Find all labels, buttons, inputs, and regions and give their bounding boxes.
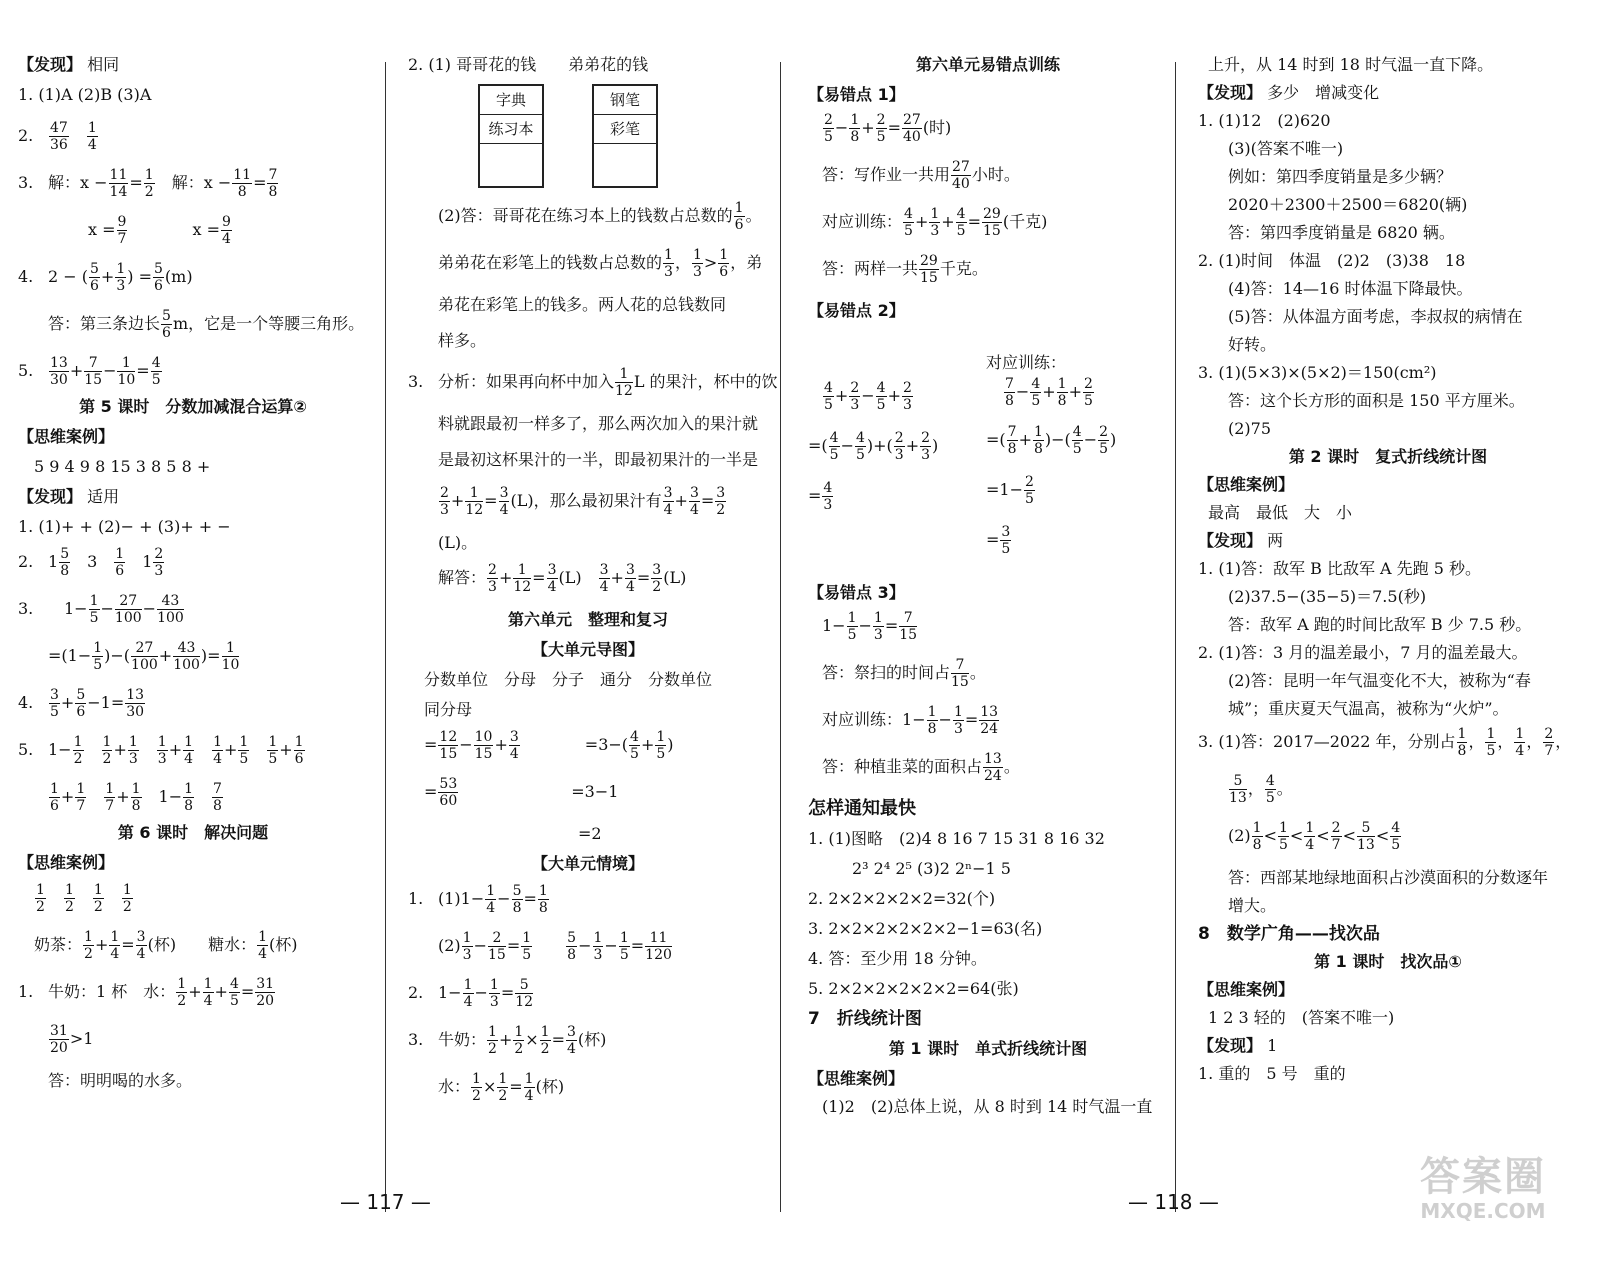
lesson-heading: 第 2 课时 复式折线统计图 [1288, 447, 1488, 466]
watermark-logo: 答案圈 MXQE.COM [1420, 1154, 1546, 1223]
section-tag: 【易错点 1】 [808, 85, 905, 104]
younger-brother-money-box: 钢笔 彩笔 [592, 84, 658, 188]
answer-line: $\frac{1}{6}$ + $\frac{1}{7}$ $\frac{1}{7}$ + $\frac{1}{8}$ 1− $\frac{1}{8}$ $\frac{7}{8}$ [50, 781, 222, 814]
answer-line: 2. (1)时间 体温 (2)2 (3)38 18 [1198, 251, 1466, 270]
answer-line: 5. 2×2×2×2×2×2=64(张) [808, 979, 1019, 998]
answer-line: 答：两样一共 $\frac{29}{15}$ 千克。 [822, 253, 988, 286]
answer-line: (2)答：哥哥花在练习本上的钱数占总数的 $\frac{1}{6}$ 。 [438, 200, 762, 233]
answer-line: 1. 重的 5 号 重的 [1198, 1064, 1346, 1083]
answer-line: 5 9 4 9 8 15 3 8 5 8 + [34, 457, 211, 476]
answer-line: 5. 1− $\frac{1}{2}$ $\frac{1}{2}$ + $\frac{1}{3}$ $\frac{1}{3}$ + $\frac{1}{4}$ $\frac{1}{4}$ + $\frac{1}{5}$ $\frac{1}{5}$ + $\frac{1}{6}$ [18, 734, 304, 767]
answer-line: 2³ 2⁴ 2⁵ (3)2 2ⁿ−1 5 [852, 859, 1011, 878]
answer-line: 1. (1)答：敌军 B 比敌军 A 先跑 5 秒。 [1198, 559, 1482, 578]
answer-line: 3. 1− $\frac{1}{5}$ − $\frac{27}{100}$ − $\frac{43}{100}$ [18, 593, 184, 626]
lesson-heading: 第 1 课时 找次品① [1314, 952, 1462, 971]
answer-line: = $\frac{12}{15}$ − $\frac{10}{15}$ + $\frac{3}{4}$ =3−( $\frac{4}{5}$ + $\frac{1}{5}$ ) [424, 729, 674, 762]
answer-line: 4. 答：至少用 18 分钟。 [808, 949, 987, 968]
answer-line: 1 2 3 轻的 (答案不唯一) [1208, 1008, 1395, 1027]
answer-line: (2)答：昆明一年气温变化不大，被称为“春 [1228, 671, 1531, 690]
answer-line: 答：祭扫的时间占 $\frac{7}{15}$ 。 [822, 657, 986, 690]
section-tag: 【思维案例】 [808, 1069, 905, 1088]
answer-line: 2. (1)答：3 月的温差最小，7 月的温差最大。 [1198, 643, 1528, 662]
section-tag: 【易错点 3】 [808, 583, 905, 602]
answer-line: (2)37.5−(35−5)＝7.5(秒) [1228, 587, 1427, 606]
discovery-line: 【发现】 适用 [18, 487, 120, 506]
answer-line: 弟花在彩笔上的钱多。两人花的总钱数同 [438, 295, 727, 314]
section-tag: 【大单元情境】 [531, 854, 644, 873]
answer-line: 1. (1)12 (2)620 [1198, 111, 1331, 130]
discovery-line: 【发现】 1 [1198, 1036, 1278, 1055]
answer-line: $\frac{31}{20}$ >1 [50, 1023, 94, 1056]
answer-line: 对应训练： $\frac{4}{5}$ + $\frac{1}{3}$ + $\frac{4}{5}$ = $\frac{29}{15}$ (千克) [822, 206, 1048, 239]
answer-line: 3. 2×2×2×2×2×2−1=63(名) [808, 919, 1043, 938]
answer-line: 1. (1)1− $\frac{1}{4}$ − $\frac{5}{8}$ = $\frac{1}{8}$ [408, 883, 548, 916]
answer-line: 料就跟最初一样多了，那么两次加入的果汁就 [438, 414, 759, 433]
answer-line: 1. (1)+ + (2)− + (3)+ + − [18, 517, 231, 536]
discovery-line: 【发现】 相同 [18, 55, 120, 74]
answer-line: 解答： $\frac{2}{3}$ + $\frac{1}{12}$ = $\frac{3}{4}$ (L) $\frac{3}{4}$ + $\frac{3}{4}$ = $\frac{3}{2}$ (L) [438, 562, 687, 595]
column-divider [1175, 62, 1176, 1212]
column-3 [808, 52, 1168, 1126]
section-heading: 第六单元易错点训练 [915, 55, 1060, 74]
section-tag: 【思维案例】 [1198, 980, 1295, 999]
answer-line: 例如：第四季度销量是多少辆？ [1228, 167, 1453, 186]
answer-line: $\frac{2}{5}$ − $\frac{1}{8}$ + $\frac{2}{5}$ = $\frac{27}{40}$ (时) [824, 112, 952, 145]
answer-line: 同分母 [424, 700, 473, 719]
answer-line: (2) $\frac{1}{8}$ < $\frac{1}{5}$ < $\frac{1}{4}$ < $\frac{2}{7}$ < $\frac{5}{13}$ < $\frac{4}{5}$ [1228, 820, 1401, 853]
answer-line: =2 [578, 824, 602, 843]
page-number-right: — 118 — [1128, 1190, 1219, 1214]
answer-line: (3)(答案不唯一) [1228, 139, 1344, 158]
discovery-line: 【发现】 两 [1198, 531, 1284, 550]
answer-line: 5. $\frac{13}{30}$ + $\frac{7}{15}$ − $\frac{1}{10}$ = $\frac{4}{5}$ [18, 355, 161, 388]
answer-line: 增大。 [1228, 896, 1277, 915]
answer-line: (2) $\frac{1}{3}$ − $\frac{2}{15}$ = $\frac{1}{5}$ $\frac{5}{8}$ − $\frac{1}{3}$ − $\frac{1}{5}$ = $\frac{11}{120}$ [438, 930, 672, 963]
answer-line: 2020＋2300＋2500＝6820(辆) [1228, 195, 1468, 214]
answer-line: 4. 2 − ( $\frac{5}{6}$ + $\frac{1}{3}$ ) = $\frac{5}{6}$ (m) [18, 261, 193, 294]
error-point-2-work: 对应训练： $\frac{4}{5}$ + $\frac{2}{3}$ − $\frac{4}{5}$ + $\frac{2}{3}$ =( $\frac{4}{5}$ − $\frac{4}{5}$ )+( $\frac{2}{3}$ + $\frac{2}{3}$ ) = $\frac{4}{3}$ $\frac{7}{8}$ − $\frac{4}{5}$ + $\frac{1}{8}$ + $\frac{2}{5}$ =( $\frac{7}{8}$ + $\frac{1}{8}$ )−( $\frac{4}{5}$ − $\frac{2}{5}$ ) =1− $\frac{2}{5}$ = $\frac{3}{5}$ [808, 353, 1117, 557]
page-number-left: — 117 — [340, 1190, 431, 1214]
column-1 [18, 52, 368, 1100]
answer-line: 答：第四季度销量是 6820 辆。 [1228, 223, 1455, 242]
answer-line: $\frac{1}{2}$ $\frac{1}{2}$ $\frac{1}{2}$ $\frac{1}{2}$ [36, 882, 132, 915]
answer-line: 城”；重庆夏天气温高，被称为“火炉”。 [1228, 699, 1509, 718]
answer-line: (5)答：从体温方面考虑，李叔叔的病情在 [1228, 307, 1523, 326]
answer-line: 水： $\frac{1}{2}$ × $\frac{1}{2}$ = $\frac{1}{4}$ (杯) [438, 1071, 565, 1104]
answer-line: 答：种植韭菜的面积占 $\frac{13}{24}$ 。 [822, 751, 1020, 784]
answer-line: 1. (1)A (2)B (3)A [18, 85, 152, 104]
answer-line: (1)2 (2)总体上说，从 8 时到 14 时气温一直 [822, 1097, 1153, 1116]
answer-line: = $\frac{53}{60}$ =3−1 [424, 776, 619, 809]
section-heading: 怎样通知最快 [808, 798, 916, 819]
answer-line: 1− $\frac{1}{5}$ − $\frac{1}{3}$ = $\frac{7}{15}$ [822, 610, 918, 643]
answer-line: 2. $\frac{47}{36}$ $\frac{1}{4}$ [18, 120, 97, 153]
chapter-heading: 7 折线统计图 [808, 1009, 922, 1029]
answer-line: (2)75 [1228, 419, 1272, 438]
column-divider [780, 62, 781, 1212]
answer-line: 3. 解：x − $\frac{11}{14}$ = $\frac{1}{2}$ 解：x − $\frac{11}{8}$ = $\frac{7}{8}$ [18, 167, 278, 200]
brother-money-box: 字典 练习本 [478, 84, 544, 188]
answer-line: 2. 1 $\frac{5}{8}$ 3 $\frac{1}{6}$ 1 $\frac{2}{3}$ [18, 546, 164, 579]
answer-line: $\frac{2}{3}$ + $\frac{1}{12}$ = $\frac{3}{4}$ (L)，那么最初果汁有 $\frac{3}{4}$ + $\frac{3}{4}$ = $\frac{3}{2}$ [440, 485, 726, 518]
lesson-heading: 第 1 课时 单式折线统计图 [888, 1039, 1088, 1058]
lesson-heading: 第 5 课时 分数加减混合运算② [79, 397, 307, 416]
section-tag: 【思维案例】 [18, 427, 115, 446]
answer-line: (4)答：14—16 时体温下降最快。 [1228, 279, 1473, 298]
answer-line: 答：这个长方形的面积是 150 平方厘米。 [1228, 391, 1525, 410]
column-4 [1198, 52, 1578, 1091]
section-tag: 【思维案例】 [18, 853, 115, 872]
lesson-heading: 第 6 课时 解决问题 [117, 823, 269, 842]
column-divider [385, 62, 386, 1212]
answer-line: 2. (1) 哥哥花的钱 弟弟花的钱 [408, 55, 649, 74]
answer-line: 2. 2×2×2×2×2=32(个) [808, 889, 996, 908]
answer-line: =(1− $\frac{1}{5}$ )−( $\frac{27}{100}$ + $\frac{43}{100}$ )= $\frac{1}{10}$ [48, 640, 240, 673]
answer-line: 答：明明喝的水多。 [48, 1071, 193, 1090]
answer-line: 样多。 [438, 331, 487, 350]
section-tag: 【思维案例】 [1198, 475, 1295, 494]
answer-line: 3. (1)(5×3)×(5×2)＝150(cm²) [1198, 363, 1437, 382]
answer-line: 答：西部某地绿地面积占沙漠面积的分数逐年 [1228, 868, 1549, 887]
answer-line: 1. 牛奶：1 杯 水： $\frac{1}{2}$ + $\frac{1}{4}$ + $\frac{4}{5}$ = $\frac{31}{20}$ [18, 976, 275, 1009]
answer-line: 上升，从 14 时到 18 时气温一直下降。 [1208, 55, 1494, 74]
answer-line: x = $\frac{9}{7}$ x = $\frac{9}{4}$ [88, 214, 231, 247]
answer-line: (L)。 [438, 533, 478, 552]
answer-line: 1. (1)图略 (2)4 8 16 7 15 31 8 16 32 [808, 829, 1105, 848]
answer-line: 分数单位 分母 分子 通分 分数单位 [424, 670, 713, 689]
answer-line: 对应训练：1− $\frac{1}{8}$ − $\frac{1}{3}$ = $\frac{13}{24}$ [822, 704, 999, 737]
chapter-heading: 8 数学广角——找次品 [1198, 924, 1380, 944]
answer-line: 弟弟花在彩笔上的钱数占总数的 $\frac{1}{3}$ ， $\frac{1}{3}$ > $\frac{1}{6}$ ，弟 [438, 247, 763, 280]
answer-line: 2. 1− $\frac{1}{4}$ − $\frac{1}{3}$ = $\frac{5}{12}$ [408, 977, 534, 1010]
section-tag: 【大单元导图】 [531, 640, 644, 659]
answer-line: 4. $\frac{3}{5}$ + $\frac{5}{6}$ −1= $\frac{13}{30}$ [18, 687, 145, 720]
answer-line: 最高 最低 大 小 [1208, 503, 1353, 522]
answer-line: 3. (1)答：2017—2022 年，分别占 $\frac{1}{8}$ ， $\frac{1}{5}$ ， $\frac{1}{4}$ ， $\frac{2}{7}$ ， [1198, 726, 1572, 759]
answer-line: 答：敌军 A 跑的时间比敌军 B 少 7.5 秒。 [1228, 615, 1532, 634]
answer-line: 3. 分析：如果再向杯中加入 $\frac{1}{12}$ L 的果汁，杯中的饮 [408, 366, 778, 399]
section-heading: 第六单元 整理和复习 [507, 610, 668, 629]
answer-line: 好转。 [1228, 335, 1277, 354]
money-diagram [478, 84, 768, 188]
answer-line: 3. 牛奶： $\frac{1}{2}$ + $\frac{1}{2}$ × $\frac{1}{2}$ = $\frac{3}{4}$ (杯) [408, 1024, 607, 1057]
section-tag: 【易错点 2】 [808, 301, 905, 320]
column-2 [408, 52, 778, 1112]
answer-line: 是最初这杯果汁的一半，即最初果汁的一半是 [438, 450, 759, 469]
discovery-line: 【发现】 多少 增减变化 [1198, 83, 1380, 102]
answer-line: 答：写作业一共用 $\frac{27}{40}$ 小时。 [822, 159, 1020, 192]
answer-line: 答：第三条边长 $\frac{5}{6}$ m，它是一个等腰三角形。 [48, 308, 365, 341]
answer-line: $\frac{5}{13}$ ， $\frac{4}{5}$ 。 [1229, 773, 1293, 806]
answer-line: 奶茶： $\frac{1}{2}$ + $\frac{1}{4}$ = $\frac{3}{4}$ (杯) 糖水： $\frac{1}{4}$ (杯) [34, 929, 298, 962]
